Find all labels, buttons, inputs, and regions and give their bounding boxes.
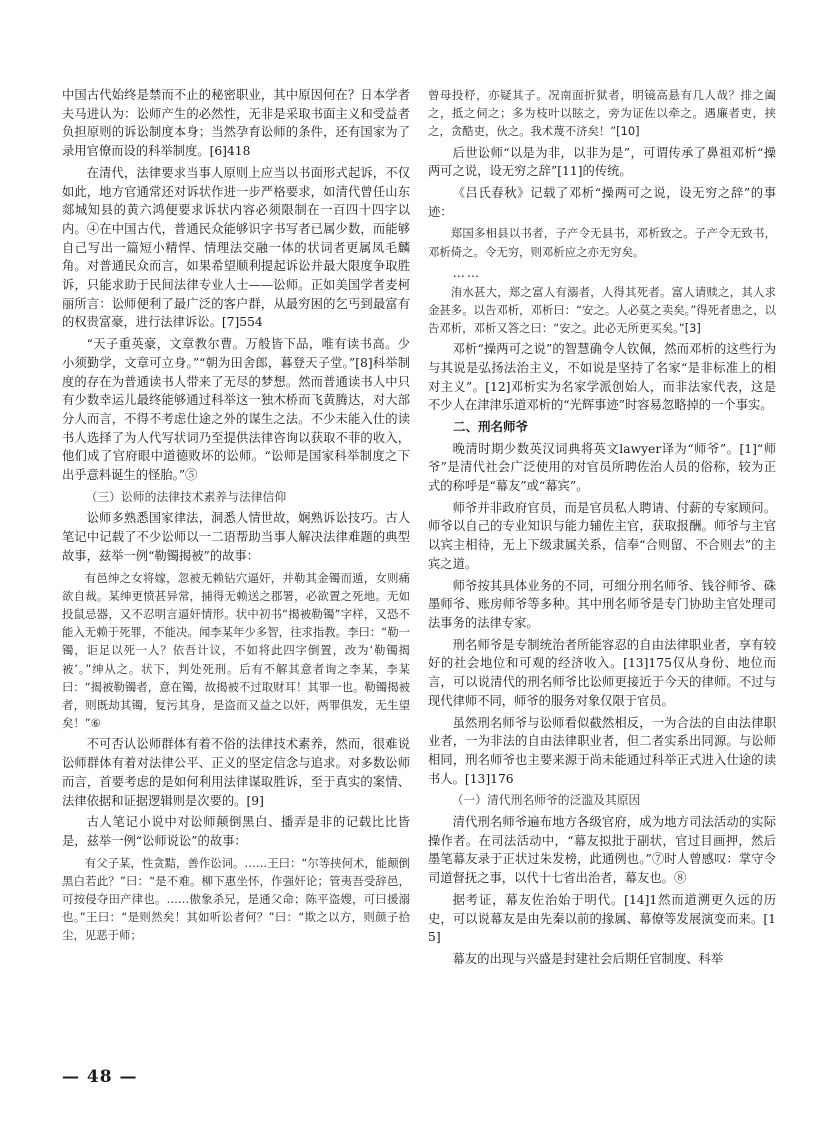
quotation: 洧水甚大，郑之富人有溺者，人得其死者。富人请赎之，其人求金甚多。以告邓析，邓析曰：“安之。人必莫之卖矣。”得死者患之，以告邓析，邓析又答之曰：“安之。此必无所更买矣。”[3]: [428, 284, 776, 335]
paragraph: 《吕氏春秋》记载了邓析“操两可之说，设无穷之辞”的事迹：: [428, 186, 776, 219]
paragraph: “天子重英豪，文章教尔曹。万般皆下品，唯有读书高。少小须勤学，文章可立身。”“朝为田舍郎，暮登天子堂。”[8]科举制度的存在为普通读书人带来了无尽的梦想。然而普通读书人中只有少数幸运儿最终能够通过科举这一独木桥而飞黄腾达，对大部分人而言，不得不考虑仕途之外的谋生之法。不少未能入仕的读书人选择了为人代写状词乃至提供法律咨询以获取不菲的收入，他们成了官府眼中道德败坏的讼师。“讼师是国家科举制度之下出乎意料诞生的怪胎。”⑤: [62, 337, 410, 483]
subsection-heading: （一）清代刑名师爷的泛滥及其原因: [451, 793, 641, 808]
paragraph: 邓析“操两可之说”的智慧确令人钦佩，然而邓析的这些行为与其说是弘扬法治主义，不如说是坚持了名家“是非标准上的相对主义”。[12]邓析实为名家学派创始人，而非法家代表，这是不少人在津津乐道邓析的“光辉事迹”时容易忽略掉的一个事实。: [428, 342, 776, 413]
paragraph: 晚清时期少数英汉词典将英文lawyer译为“师爷”。[1]“师爷”是清代社会广泛使用的对官员所聘佐治人员的俗称，较为正式的称呼是“幕友”或“幕宾”。: [428, 441, 776, 494]
paragraph: 讼师多熟悉国家律法，洞悉人情世故，娴熟诉讼技巧。古人笔记中记载了不少讼师以一二语帮助当事人解决法律难题的典型故事，兹举一例“勒镯揭被”的故事：: [62, 511, 410, 563]
quotation: 曾母投杼，亦疑其子。况南面折狱者，明镜高悬有几人哉？排之阖之，抵之伺之；多为枝叶以眩之，旁为证佐以牵之。遇廉者吏，挟之，贪酷吏，伙之。我术蔑不济矣！”[10]: [428, 88, 776, 139]
section-heading: 二、刑名师爷: [453, 418, 529, 434]
paragraph: 清代刑名师爷遍布地方各级官府，成为地方司法活动的实际操作者。在司法活动中，“幕友拟批于副状，官过目画押，然后墨笔幕友录于正状过朱发榜，此通例也。”⑦时人曾感叹：掌守令司道督抚之事，以代十七省出治者，幕友也。⑧: [428, 815, 776, 886]
paragraph: 据考证，幕友佐治始于明代。[14]1然而道溯更久远的历史，可以说幕友是由先秦以前的掾属、幕僚等发展演变而来。[15]: [428, 892, 776, 945]
paragraph: 后世讼师“以是为非，以非为是”，可谓传承了鼻祖邓析“操两可之说，设无穷之辞”[11]的传统。: [428, 145, 776, 179]
paragraph: 不可否认讼师群体有着不俗的法律技术素养，然而，很难说讼师群体有着对法律公平、正义的坚定信念与追求。对多数讼师而言，首要考虑的是如何利用法律谋取胜诉，至于真实的案情、法律依据和证据逻辑则是次要的。[9]: [62, 737, 410, 808]
quotation: 郑国多相县以书者，子产令无县书，邓析致之。子产令无致书，邓析倚之。令无穷，则邓析应之亦无穷矣。: [428, 226, 776, 259]
left-column: [62, 86, 410, 948]
paragraph: 刑名师爷是专制统治者所能容忍的自由法律职业者，享有较好的社会地位和可观的经济收入。[13]175仅从身份、地位而言，可以说清代的刑名师爷比讼师更接近于今天的律师。不过与现代律师不同，师爷的服务对象仅限于官员。: [428, 637, 776, 708]
paragraph: 古人笔记小说中对讼师颠倒黑白、播弄是非的记载比比皆是，兹举一例“讼师说讼”的故事：: [62, 815, 410, 848]
page-number: — 48 —: [62, 1067, 138, 1087]
ellipsis: ……: [452, 265, 482, 280]
right-column: [428, 86, 776, 972]
subsection-heading: （三）讼师的法律技术素养与法律信仰: [85, 489, 287, 504]
quotation: 有父子某，性贪黠，善作讼词。……王曰：“尔等挟何术，能颠倒黑白若此？”曰：“是不难。柳下惠坐怀，作强奸论；管夷吾受辞邑，可按侵夺田产律也。……傲象杀兄，是通父命；陈平盗嫂，可曰援溺也。”王曰：“是则然矣！其如听讼者何？”曰：“欺之以方，则颜子拾尘，见恶于师；: [62, 855, 410, 943]
paragraph: 幕友的出现与兴盛是封建社会后期任官制度、科举: [452, 951, 724, 966]
paragraph: 虽然刑名师爷与讼师看似截然相反，一为合法的自由法律职业者，一为非法的自由法律职业者，但二者实系出同源。与讼师相同，刑名师爷也主要来源于尚未能通过科举正式进入仕途的读书人。[13]176: [428, 715, 776, 786]
paragraph: 在清代，法律要求当事人原则上应当以书面形式起诉，不仅如此，地方官通常还对诉状作进一步严格要求，如清代曾任山东郯城知县的黄六鸿便要求诉状内容必须限制在一百四十四字以内。④在中国古代，普通民众能够识字书写者已属少数，而能够自己写出一篇短小精悍、情理法交融一体的状词者更属凤毛麟角。对普通民众而言，如果希望顺利提起诉讼并最大限度争取胜诉，只能求助于民间法律专业人士——讼师。正如美国学者麦柯丽所言：讼师便利了最广泛的客户群，从最穷困的乞丐到最富有的权贵富豪，进行法律诉讼。[7]554: [62, 165, 410, 330]
paragraph: 师爷按其具体业务的不同，可细分刑名师爷、钱谷师爷、硃墨师爷、账房师爷等多种。其中刑名师爷是专门协助主官处理司法事务的法律专家。: [428, 578, 776, 630]
quotation: 有邑绅之女将嫁，忽被无赖钻穴逼奸，并勒其金镯而遁，女则痛欲自裁。某绅更愤甚异常，捕得无赖送之郡署，必欲置之死地。无如投鼠忌器，又不忍明言逼奸情形。状中初书“揭被勒镯”字样，又恐不能入无赖于死罪，不能决。闻李某年少多智，往求指教。李曰：“勒一镯，讵足以死一人？依吾计议，不如将此四字倒置，改为‘勒镯揭被’。”绅从之。状下，判处死刑。后有不解其意者询之李某，李某曰：“揭被勒镯者，意在镯，故揭被不过取财耳！其罪一也。勒镯揭被者，则既劫其镯，复污其身，是盗而又益之以奸，两罪俱发，无生望矣！”⑥: [62, 570, 410, 731]
paragraph: 中国古代始终是禁而不止的秘密职业，其中原因何在？日本学者夫马进认为：讼师产生的必然性，无非是采取书面主义和受益者负担原则的诉讼制度本身；当然孕育讼师的条件，还有国家为了录用官僚而设的科举制度。[6]418: [62, 88, 410, 159]
paragraph: 师爷并非政府官员，而是官员私人聘请、付薪的专家顾问。师爷以自己的专业知识与能力辅佐主官，获取报酬。师爷与主官以宾主相待，无上下级隶属关系，信奉“合则留、不合则去”的主宾之道。: [428, 500, 776, 571]
